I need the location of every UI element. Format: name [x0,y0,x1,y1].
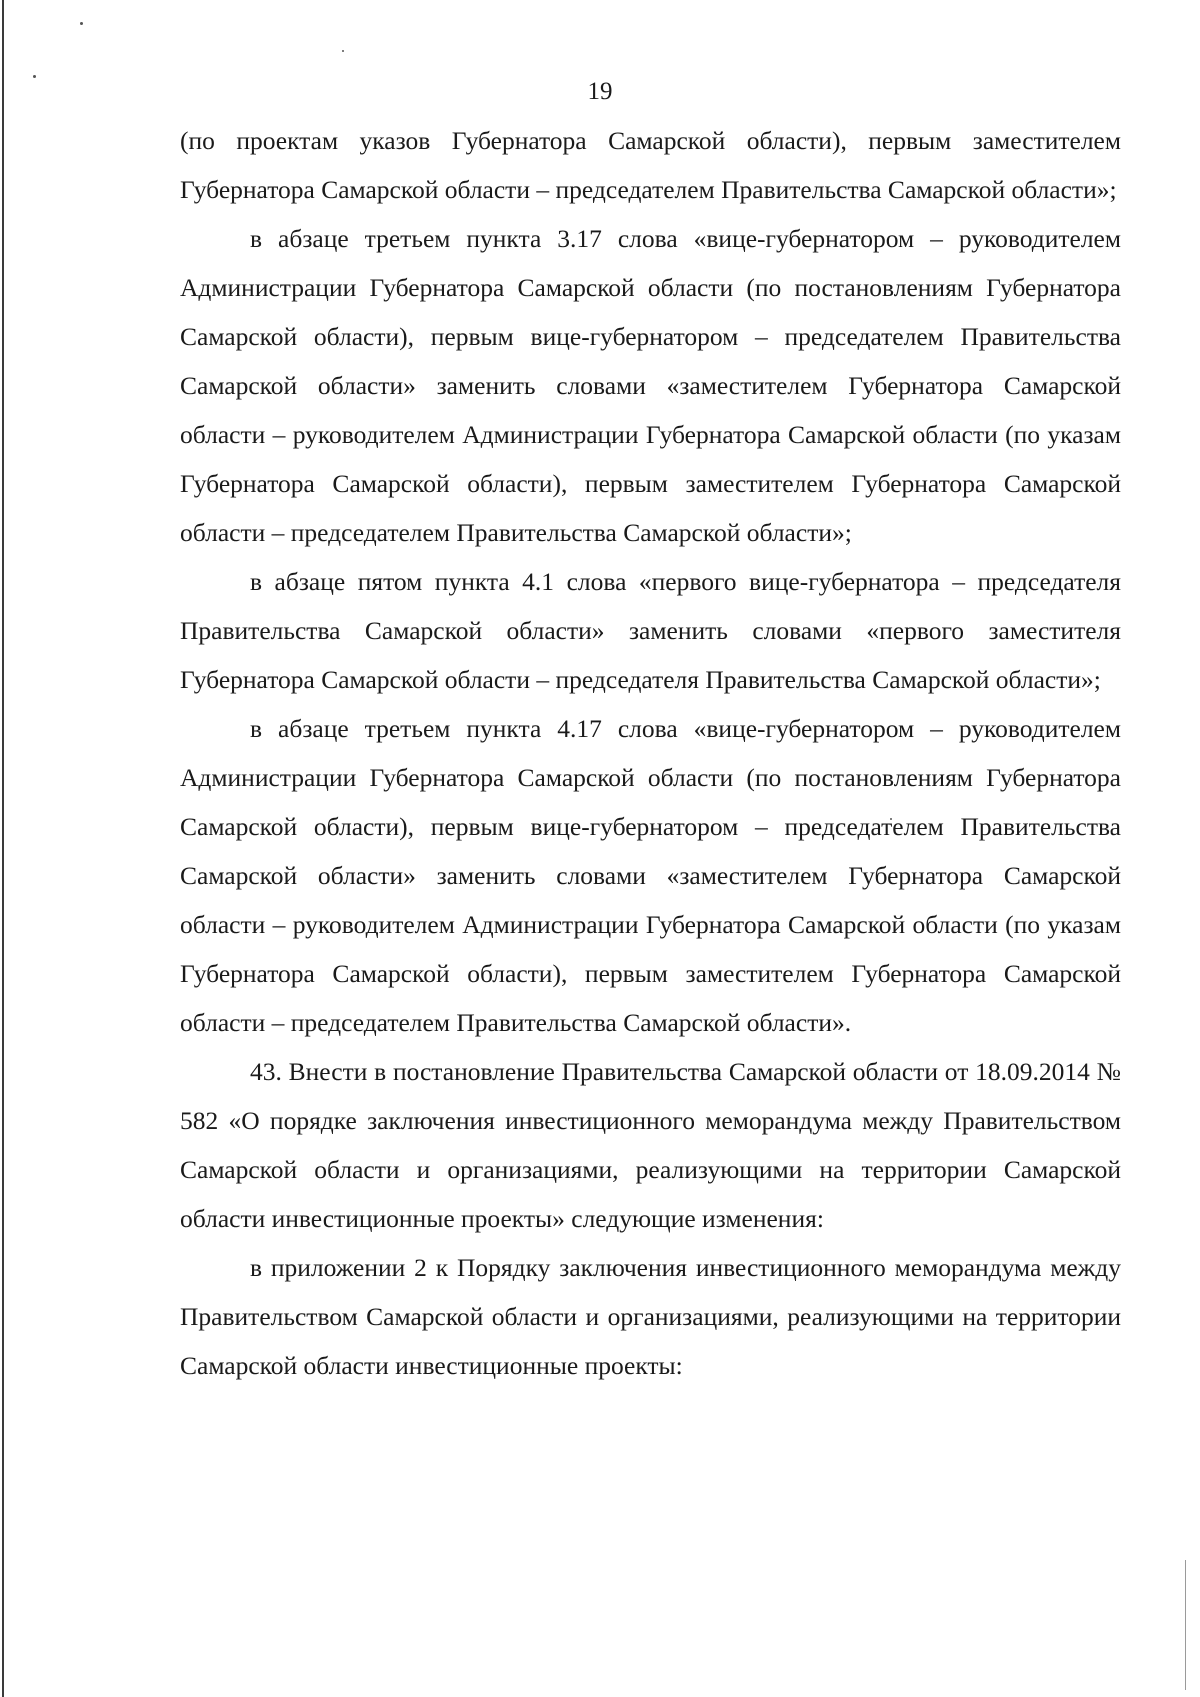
document-body [180,116,1121,1390]
scan-speck [80,22,83,25]
paragraph-item-43: 43. Внести в постановление Правительства Самарской области от 18.09.2014 № 582 «О порядке заключения инвестиционного меморандума между Правительством Самарской области и организациями, реализующими на территории Самарской области инвестиционные проекты» следующие изменения: [180,1057,1121,1233]
scan-speck [342,50,344,52]
scan-edge-right [1185,1560,1186,1690]
paragraph: в абзаце третьем пункта 3.17 слова «вице-губернатором – руководителем Администрации Губернатора Самарской области (по постановлениям Губернатора Самарской области), первым вице-губернатором – председателем Правительства Самарской области» заменить словами «заместителем Губернатора Самарской области – руководителем Администрации Губернатора Самарской области (по указам Губернатора Самарской области), первым заместителем Губернатора Самарской области – председателем Правительства Самарской области»; [180,224,1121,547]
scan-edge-left [2,0,4,1697]
paragraph: в абзаце пятом пункта 4.1 слова «первого вице-губернатора – председателя Правительства Самарской области» заменить словами «первого заместителя Губернатора Самарской области – председателя Правительства Самарской области»; [180,567,1121,694]
paragraph: в приложении 2 к Порядку заключения инвестиционного меморандума между Правительством Самарской области и организациями, реализующими на территории Самарской области инвестиционные проекты: [180,1253,1121,1380]
paragraph: в абзаце третьем пункта 4.17 слова «вице-губернатором – руководителем Администрации Губернатора Самарской области (по постановлениям Губернатора Самарской области), первым вице-губернатором – председателем Правительства Самарской области» заменить словами «заместителем Губернатора Самарской области – руководителем Администрации Губернатора Самарской области (по указам Губернатора Самарской области), первым заместителем Губернатора Самарской области – председателем Правительства Самарской области». [180,714,1121,1037]
page-number: 19 [587,78,613,105]
paragraph-continuation: (по проектам указов Губернатора Самарской области), первым заместителем Губернатора Самарской области – председателем Правительства Самарской области»; [180,126,1121,204]
